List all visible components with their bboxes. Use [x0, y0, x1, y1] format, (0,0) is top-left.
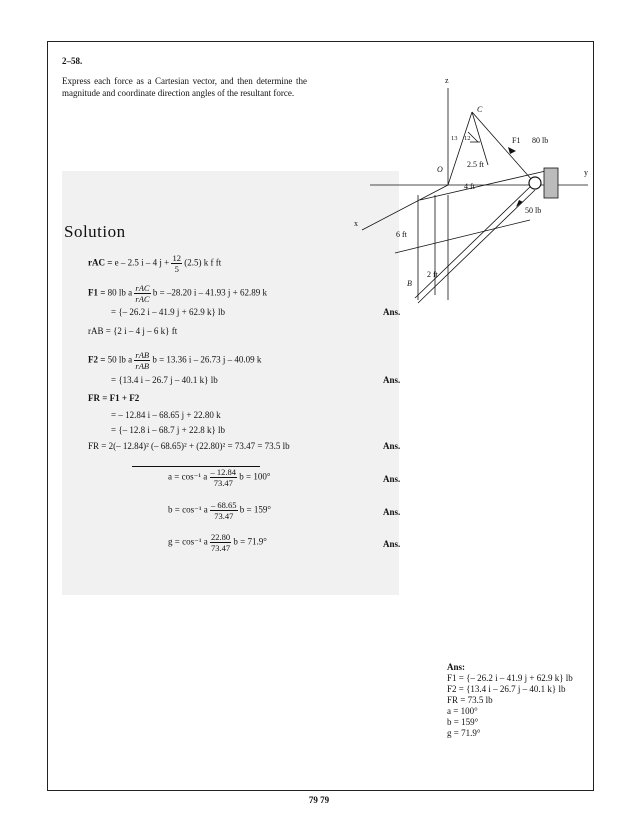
- f1-b: b = –28.20 i – 41.93 j + 62.89 k: [152, 287, 267, 298]
- eq-fr-line2: = {– 12.8 i – 68.7 j + 22.8 k} lb: [111, 425, 226, 435]
- label-o: O: [437, 165, 443, 174]
- rac-lhs: rAC =: [88, 257, 113, 268]
- label-x: x: [354, 219, 358, 228]
- page-number: 79 79: [308, 795, 330, 805]
- f1-frac-den: rAC: [135, 294, 150, 304]
- ans-beta: Ans.: [383, 507, 401, 517]
- eq-rac: [88, 253, 221, 274]
- gamma-num: 22.80: [211, 532, 231, 542]
- ans-gamma: Ans.: [383, 539, 401, 549]
- eq-beta: [168, 500, 271, 521]
- ans-f2: Ans.: [383, 375, 401, 385]
- rac-frac-den: 5: [174, 264, 179, 274]
- gamma-frac: [210, 532, 231, 553]
- rac-frac: [171, 253, 182, 274]
- beta-rhs: b = 159°: [239, 504, 271, 515]
- alpha-num: – 12.84: [210, 467, 237, 477]
- f1-frac-num: rAC: [135, 283, 150, 293]
- f2-frac-num: rAB: [135, 350, 150, 360]
- problem-number: 2–58.: [62, 56, 83, 66]
- summary-line: F1 = {– 26.2 i – 41.9 j + 62.9 k} lb: [447, 673, 573, 683]
- f2-b: b = 13.36 i – 26.73 j – 40.09 k: [152, 354, 262, 365]
- solution-heading: Solution: [64, 222, 126, 241]
- f1-a: 80 lb a: [107, 287, 133, 298]
- summary-line: g = 71.9°: [447, 728, 481, 738]
- rod-b-ring: [415, 185, 532, 298]
- alpha-den: 73.47: [213, 478, 233, 488]
- label-z: z: [445, 76, 449, 85]
- answer-summary: [447, 662, 573, 739]
- beta-frac: [210, 500, 238, 521]
- rac-a: e – 2.5 i – 4 j +: [114, 257, 170, 268]
- alpha-frac: [210, 467, 238, 488]
- summary-line: b = 159°: [447, 717, 479, 727]
- alpha-rhs: b = 100°: [239, 471, 271, 482]
- eq-alpha: [168, 467, 270, 488]
- arrow-f1: [508, 147, 516, 154]
- problem-statement: Express each force as a Cartesian vector, and then determine the magnitude and coordinate direction angles of the resultant force.: [62, 76, 307, 98]
- f2-lhs: F2 =: [88, 354, 106, 365]
- f1-lhs: F1 =: [88, 287, 106, 298]
- label-f1: F1: [512, 136, 521, 145]
- summary-line: F2 = {13.4 i – 26.7 j – 40.1 k} lb: [447, 684, 566, 694]
- rac-b: (2.5) k f ft: [184, 257, 222, 268]
- summary-title: Ans:: [447, 662, 466, 672]
- label-12: 12: [464, 135, 471, 142]
- problem-figure: [340, 70, 600, 320]
- alpha-lhs: a = cos⁻¹ a: [168, 471, 208, 482]
- eq-f1-line2: = {– 26.2 i – 41.9 j + 62.9 k} lb: [111, 307, 226, 317]
- ans-fr: Ans.: [383, 441, 401, 451]
- rod-oc: [448, 112, 472, 185]
- f2-a: 50 lb a: [107, 354, 133, 365]
- rod-b-ring-2: [418, 190, 535, 303]
- gamma-lhs: g = cos⁻¹ a: [168, 536, 208, 547]
- beta-lhs: b = cos⁻¹ a: [168, 504, 208, 515]
- gamma-den: 73.47: [211, 543, 231, 553]
- eq-rab: rAB = {2 i – 4 j – 6 k} ft: [88, 326, 178, 336]
- arrow-f2: [516, 200, 523, 207]
- label-2-5ft: 2.5 ft: [467, 160, 484, 169]
- beta-den: 73.47: [214, 511, 234, 521]
- label-b: B: [407, 279, 412, 288]
- gamma-rhs: b = 71.9°: [233, 536, 267, 547]
- f1-frac: [134, 283, 150, 304]
- eq-fr-line1: = – 12.84 i – 68.65 j + 22.80 k: [111, 410, 221, 420]
- summary-line: a = 100°: [447, 706, 478, 716]
- eq-fr-mag: FR = 2(– 12.84)² (– 68.65)² + (22.80)² = 73.47 = 73.5 lb: [88, 441, 290, 451]
- eq-gamma: [168, 532, 267, 553]
- label-y: y: [584, 168, 588, 177]
- eq-f2-line2: = {13.4 i – 26.7 j – 40.1 k} lb: [111, 375, 218, 385]
- eq-f2: [88, 350, 261, 371]
- label-2ft: 2 ft: [427, 270, 438, 279]
- label-80lb: 80 lb: [532, 136, 549, 145]
- ring: [529, 177, 541, 189]
- rac-frac-num: 12: [172, 253, 181, 263]
- f2-frac-den: rAB: [135, 361, 150, 371]
- label-13: 13: [451, 135, 458, 142]
- label-c: C: [477, 105, 483, 114]
- ground-line: [395, 220, 530, 253]
- eq-fr-def: FR = F1 + F2: [88, 393, 140, 403]
- ans-f1: Ans.: [383, 307, 401, 317]
- label-4ft: 4 ft: [464, 182, 475, 191]
- label-6ft: 6 ft: [396, 230, 407, 239]
- ans-alpha: Ans.: [383, 474, 401, 484]
- f2-frac: [134, 350, 150, 371]
- rod-c-ring: [472, 112, 532, 180]
- eq-f1: [88, 283, 267, 304]
- wall-bracket: [544, 168, 558, 198]
- label-50lb: 50 lb: [525, 206, 542, 215]
- summary-line: FR = 73.5 lb: [447, 695, 493, 705]
- beta-num: – 68.65: [211, 500, 237, 510]
